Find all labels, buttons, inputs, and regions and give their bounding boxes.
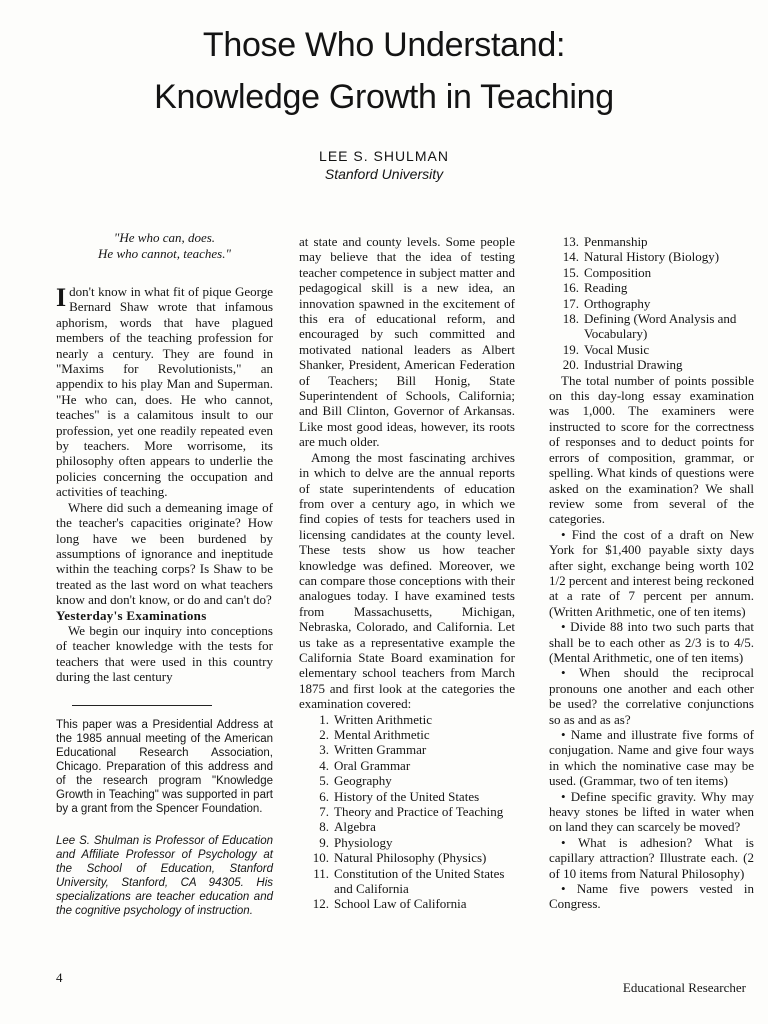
category-label: History of the United States bbox=[334, 788, 480, 804]
paragraph: The total number of points possible on this day-long essay examination was 1,000. The examiners were instructed to score for the correctness of responses and to deduct points for errors of composition, grammar, or spelling. What kinds of questions were asked on the examination? We shall review some from several of the categories. bbox=[549, 372, 754, 527]
category-number: 19. bbox=[562, 341, 579, 357]
category-label: Composition bbox=[584, 264, 652, 280]
category-number: 4. bbox=[319, 757, 329, 773]
category-number: 5. bbox=[319, 773, 329, 789]
category-number: 7. bbox=[319, 804, 329, 820]
exam-category-list-continued bbox=[549, 234, 754, 373]
category-label: Theory and Practice of Teaching bbox=[334, 804, 504, 820]
exam-question: • When should the reciprocal pronouns one another and each other be used? the correlative conjunctions so as and as as? bbox=[549, 665, 754, 727]
article-title-line1: Those Who Understand: bbox=[202, 26, 566, 64]
category-number: 9. bbox=[319, 834, 329, 850]
category-label: Mental Arithmetic bbox=[334, 727, 430, 742]
category-number: 6. bbox=[319, 788, 329, 804]
category-number: 20. bbox=[562, 357, 579, 373]
column-right bbox=[549, 234, 754, 912]
category-item bbox=[549, 311, 754, 342]
epigraph-line1: "He who can, does. bbox=[113, 230, 216, 245]
epigraph bbox=[56, 230, 273, 262]
category-number: 16. bbox=[562, 280, 579, 296]
epigraph-line2: He who cannot, teaches." bbox=[98, 246, 231, 261]
journal-footer: Educational Researcher bbox=[622, 980, 746, 995]
paragraph: We begin our inquiry into conceptions of teacher knowledge with the tests for teachers that were used in this country during the last century bbox=[56, 622, 273, 685]
paragraph-text: don't know in what fit of pique George Bernard Shaw wrote that infamous aphorism, words that have plagued members of the teaching profession for nearly a century. They are found in "Maxims for Revolutionists," an appendix to his play Man and Superman. "He who can, does. He who cannot, teaches" is a calamitous insult to our profession, yet one readily repeated even by teachers. More worrisome, its philosophy often appears to underlie the policies concerning the occupation and activities of teaching. bbox=[56, 284, 273, 500]
author-name: LEE S. SHULMAN bbox=[319, 148, 449, 164]
category-item bbox=[299, 896, 515, 911]
category-item bbox=[299, 850, 515, 865]
category-item bbox=[299, 712, 515, 727]
footnote-divider bbox=[72, 705, 212, 706]
category-number: 12. bbox=[312, 896, 329, 912]
exam-question: • Divide 88 into two such parts that shall be to each other as 2/3 is to 4/5. (Mental Arithmetic, one of ten items) bbox=[549, 619, 754, 665]
footnote-presidential-address: This paper was a Presidential Address at the 1985 annual meeting of the American Educational Research Association, Chicago. Preparation of this address and of the research program "Knowledge Growth in Teaching" was supported in part by a grant from the Spencer Foundation. bbox=[56, 718, 273, 815]
exam-category-list bbox=[299, 712, 515, 912]
category-item bbox=[299, 727, 515, 742]
category-label: Written Arithmetic bbox=[334, 711, 433, 727]
category-label: Natural History (Biology) bbox=[584, 249, 720, 265]
footnote-author-bio: Lee S. Shulman is Professor of Education and Affiliate Professor of Psychology at the School of Education, Stanford University, Stanford, CA 94305. His specializations are teacher education and the cognitive psychology of instruction. bbox=[56, 834, 273, 917]
category-item bbox=[549, 265, 754, 280]
category-item bbox=[549, 280, 754, 295]
category-item bbox=[299, 758, 515, 773]
exam-question: • Find the cost of a draft on New York for $1,400 payable sixty days after sight, exchange being worth 102 1/2 percent and interest being reckoned at a rate of 7 percent per annum. (Written Arithmetic, one of ten items) bbox=[549, 526, 754, 619]
category-label: Penmanship bbox=[584, 234, 648, 249]
category-item bbox=[299, 789, 515, 804]
category-label: Geography bbox=[334, 773, 392, 789]
category-label: Vocal Music bbox=[584, 341, 650, 357]
category-item bbox=[549, 249, 754, 264]
category-item bbox=[549, 296, 754, 311]
category-item bbox=[299, 819, 515, 834]
category-number: 11. bbox=[313, 865, 329, 881]
category-label: Constitution of the United States and California bbox=[334, 865, 505, 897]
category-label: Industrial Drawing bbox=[584, 357, 683, 373]
category-label: Physiology bbox=[334, 834, 393, 850]
category-label: Algebra bbox=[334, 819, 376, 835]
category-label: Natural Philosophy (Physics) bbox=[334, 850, 487, 866]
category-item bbox=[299, 835, 515, 850]
category-label: Oral Grammar bbox=[334, 757, 411, 773]
category-item bbox=[549, 234, 754, 249]
paragraph: Where did such a demeaning image of the teacher's capacities originate? How long have we been burdened by assumptions of ignorance and ineptitude within the teaching corps? Is Shaw to be treated as the last word on what teachers know and don't know, or do and can't do? bbox=[56, 499, 273, 608]
category-label: Written Grammar bbox=[334, 742, 427, 758]
category-number: 18. bbox=[562, 311, 579, 327]
category-number: 10. bbox=[312, 850, 329, 866]
category-item bbox=[299, 804, 515, 819]
exam-question: • Name five powers vested in Congress. bbox=[549, 881, 754, 912]
category-number: 15. bbox=[562, 264, 579, 280]
category-number: 1. bbox=[319, 711, 329, 727]
category-number: 8. bbox=[319, 819, 329, 835]
category-label: Defining (Word Analysis and Vocabulary) bbox=[584, 311, 737, 342]
category-label: Reading bbox=[584, 280, 628, 296]
category-item bbox=[549, 342, 754, 357]
author-affiliation: Stanford University bbox=[324, 166, 444, 182]
paragraph bbox=[56, 284, 273, 500]
category-number: 13. bbox=[562, 234, 579, 249]
column-middle bbox=[299, 234, 515, 912]
article-title-line2: Knowledge Growth in Teaching bbox=[154, 78, 614, 116]
category-number: 14. bbox=[562, 249, 579, 265]
exam-question: • Define specific gravity. Why may heavy stones be lifted in water when on land they can scarcely be moved? bbox=[549, 788, 754, 835]
category-number: 2. bbox=[319, 727, 329, 742]
exam-questions bbox=[549, 527, 754, 912]
category-item bbox=[299, 773, 515, 788]
category-number: 3. bbox=[319, 742, 329, 758]
category-label: School Law of California bbox=[334, 896, 467, 912]
exam-question: • Name and illustrate five forms of conjugation. Name and give four ways in which the nominative case may be used. (Grammar, two of ten items) bbox=[549, 727, 754, 789]
section-heading: Yesterday's Examinations bbox=[56, 607, 207, 623]
drop-cap: I bbox=[56, 283, 67, 312]
paragraph: at state and county levels. Some people may believe that the idea of testing teacher competence in subject matter and pedagogical skill is a new idea, an innovation spawned in the excitement of this era of educational reform, and encouraged by such committed and motivated national leaders as Albert Shanker, President, American Federation of Teachers; Bill Honig, State Superintendent of Schools, California; and Bill Clinton, Governor of Arkansas. Like most good ideas, however, its roots are much older. bbox=[299, 234, 515, 450]
category-item bbox=[549, 357, 754, 372]
category-number: 17. bbox=[562, 295, 579, 311]
category-item bbox=[299, 866, 515, 897]
column-left bbox=[56, 230, 273, 918]
paragraph: Among the most fascinating archives in which to delve are the annual reports of state superintendents of education from over a century ago, in which we find copies of tests for teachers used in licensing candidates at the county level. These tests show us how teacher knowledge was defined. Moreover, we can compare those conceptions with their analogues today. I have examined tests from Massachusetts, Michigan, Nebraska, Colorado, and California. Let us take as a representative example the California State Board examination for elementary school teachers from March 1875 and first look at the categories the examination covered: bbox=[299, 449, 515, 712]
page-number: 4 bbox=[56, 970, 63, 985]
exam-question: • What is adhesion? What is capillary attraction? Illustrate each. (2 of 10 items from Natural Philosophy) bbox=[549, 834, 754, 881]
category-item bbox=[299, 742, 515, 757]
category-label: Orthography bbox=[584, 295, 651, 311]
